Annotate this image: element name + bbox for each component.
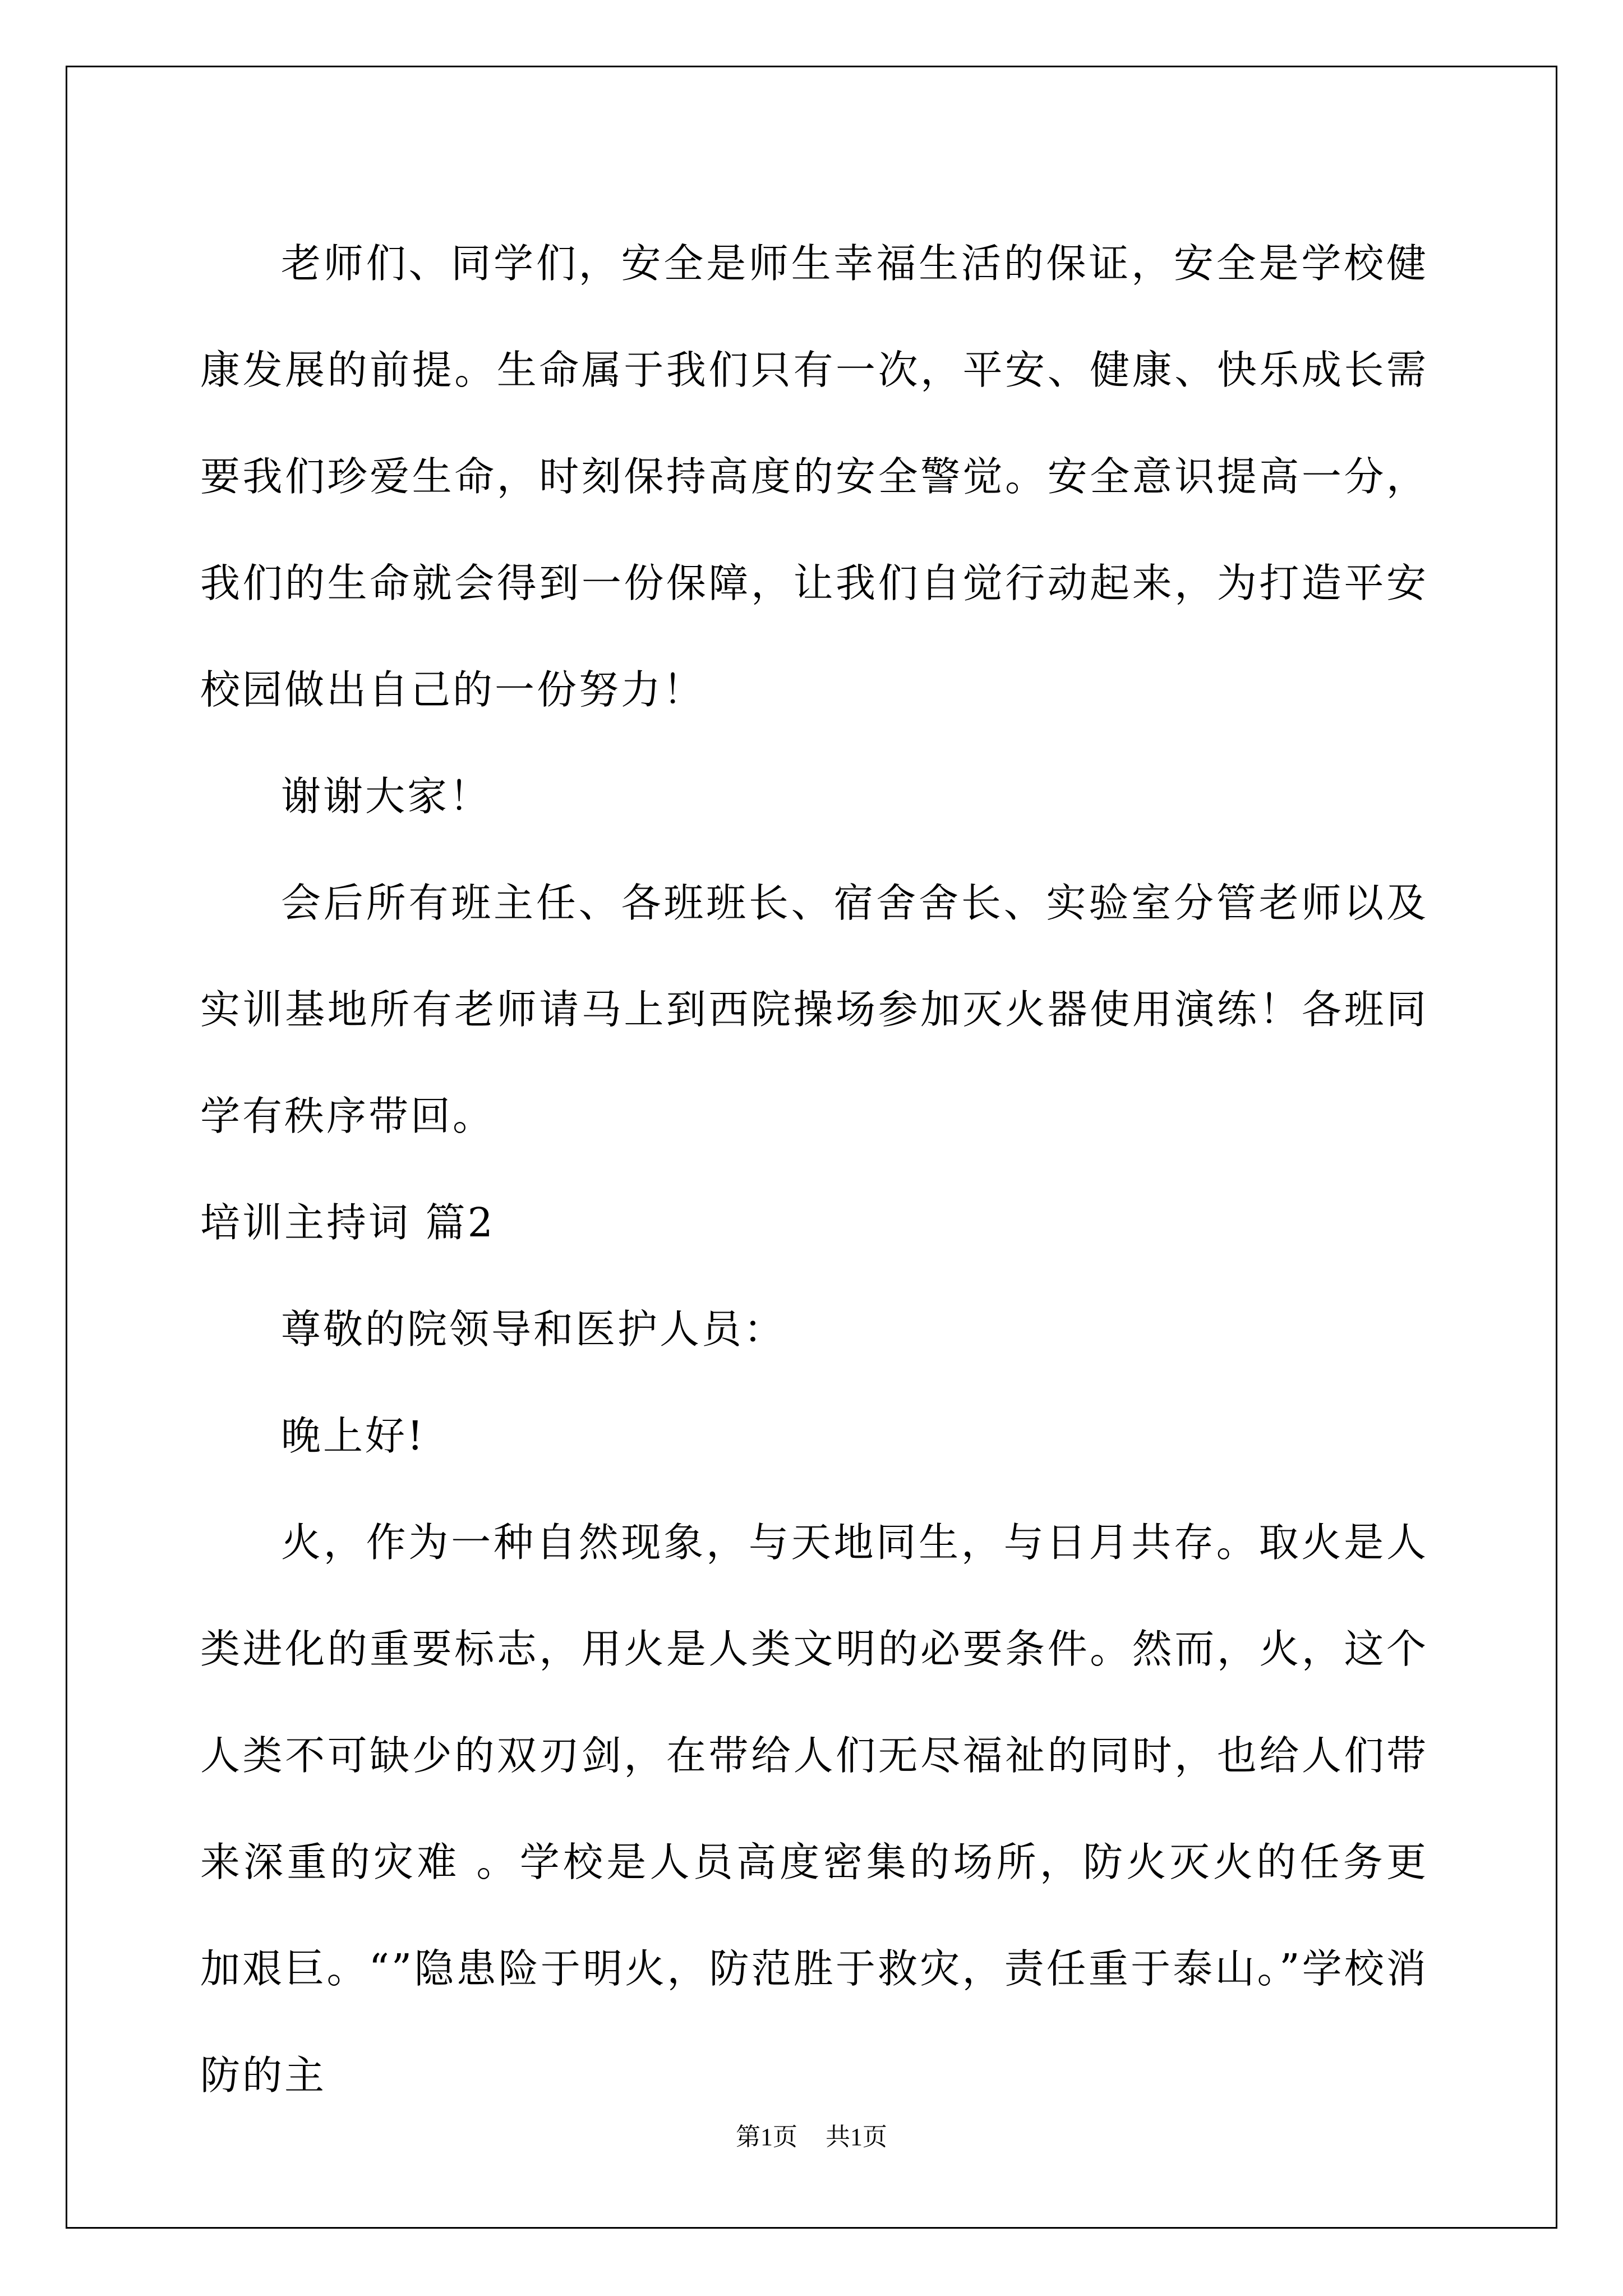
paragraph-salutation: 尊敬的院领导和医护人员： <box>281 1306 786 1352</box>
paragraph-fire-intro: 火，作为一种自然现象，与天地同生，与日月共存。取火是人类进化的重要标志，用火是人类文明的必要条件。然而，火，这个人类不可缺少的双刃剑，在带给人们无尽福祉的同时，也给人们带来深重的灾难 。学校是人员高度密集的场所，防火灭火的任务更加艰巨。“”隐患险于明火，防范胜于救灾，责任重于泰山。”学校消防的主 <box>200 1519 1428 2099</box>
paragraph-thanks: 谢谢大家！ <box>281 773 492 820</box>
page-footer <box>0 2120 1623 2154</box>
page-number-current: 第1页 <box>736 2123 797 2151</box>
page-number-total: 共1页 <box>826 2123 887 2151</box>
paragraph-greeting: 晚上好! <box>281 1412 426 1459</box>
paragraph-safety-closing: 老师们、同学们，安全是师生幸福生活的保证，安全是学校健康发展的前提。生命属于我们只有一次，平安、健康、快乐成长需要我们珍爱生命，时刻保持高度的安全警觉。安全意识提高一分，我们的生命就会得到一份保障，让我们自觉行动起来，为打造平安校园做出自己的一份努力！ <box>200 240 1428 713</box>
section-heading: 培训主持词 篇2 <box>200 1199 495 1246</box>
document-body <box>200 210 1428 2129</box>
paragraph-after-meeting-notice: 会后所有班主任、各班班长、宿舍舍长、实验室分管老师以及实训基地所有老师请马上到西院操场参加灭火器使用演练！各班同学有秩序带回。 <box>200 880 1428 1139</box>
